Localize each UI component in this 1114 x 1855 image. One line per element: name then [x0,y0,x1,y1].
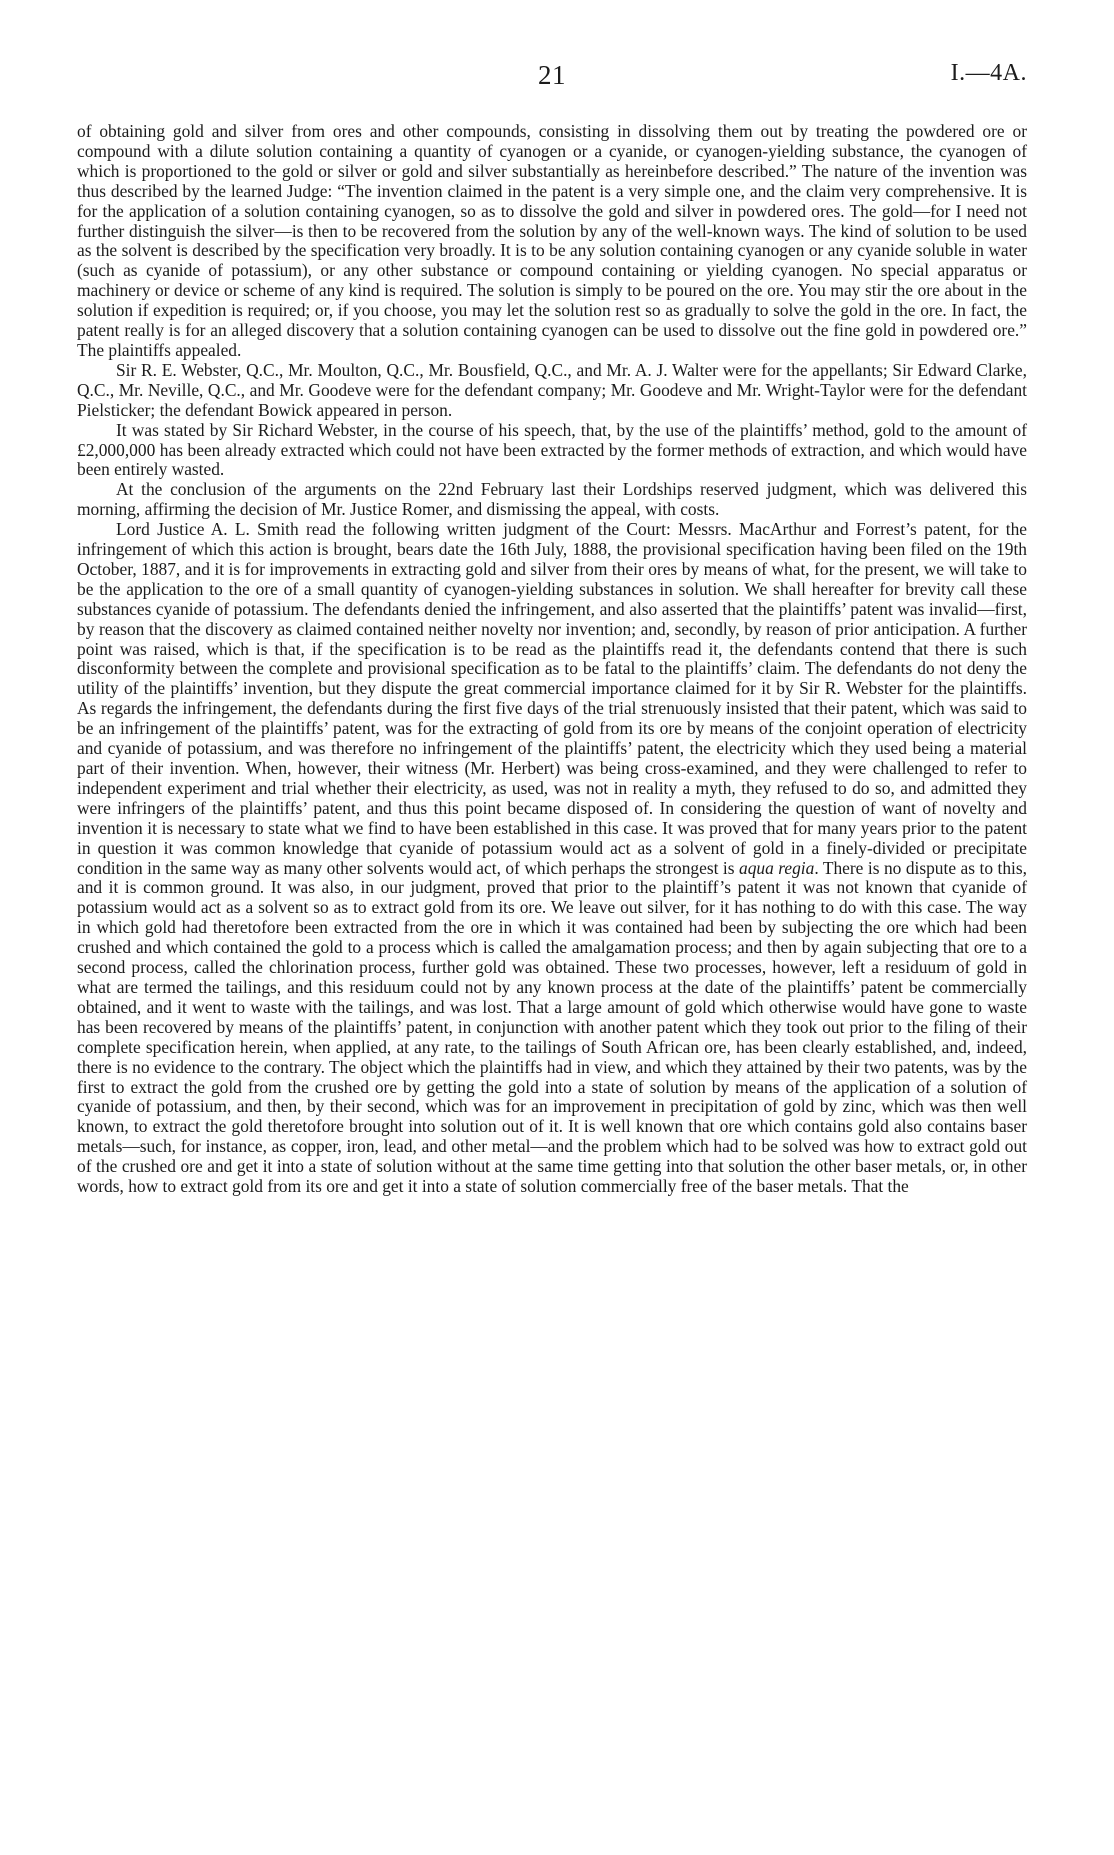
paragraph [77,421,1027,481]
page-number: 21 [538,60,566,90]
page-header [77,60,1027,104]
paragraph [77,122,1027,361]
paragraph-text: It was stated by Sir Richard Webster, in the course of his speech, that, by the use of the plaintiffs’ method, gold to the amount of £2,000,000 has been already extracted which could not have been extracted by the former methods of extraction, and which would have been entirely wasted. [77,419,1027,480]
italic-phrase: aqua regia [739,857,815,878]
document-reference: I.—4A. [950,60,1027,86]
paragraph [77,520,1027,1197]
paragraph-text: . There is no dispute as to this, and it is common ground. It was also, in our judgment, proved that prior to the plaintiff’s patent it was not known that cyanide of potassium would act as a solvent so as to extract gold from its ore. We leave out silver, for it has nothing to do with this case. The way in which gold had theretofore been extracted from the ore in which it was contained had been by subjecting the ore which had been crushed and which contained the gold to a process which is called the amalgamation process; and then by again subjecting that ore to a second process, called the chlorination process, further gold was obtained. These two processes, however, left a residuum of gold in what are termed the tailings, and this residuum could not by any known process at the date of the plaintiffs’ patent be commercially obtained, and it went to waste with the tailings, and was lost. That a large amount of gold which otherwise would have gone to waste has been recovered by means of the plaintiffs’ patent, in conjunction with another patent which they took out prior to the filing of their complete specification herein, when applied, at any rate, to the tailings of South African ore, has been clearly established, and, indeed, there is no evidence to the contrary. The object which the plaintiffs had in view, and which they attained by their two patents, was by the first to extract the gold from the crushed ore by getting the gold into a state of solution by means of the application of a solution of cyanide of potassium, and then, by their second, which was for an improvement in precipitation of gold by zinc, which was then well known, to extract the gold theretofore brought into solution out of it. It is well known that ore which contains gold also contains baser metals—such, for instance, as copper, iron, lead, and other metal—and the problem which had to be solved was how to extract gold out of the crushed ore and get it into a state of solution without at the same time getting into that solution the other baser metals, or, in other words, how to extract gold from its ore and get it into a state of solution commercially free of the baser metals. That the [77,857,1027,1197]
paragraph-text: of obtaining gold and silver from ores and other compounds, consisting in dissolving them out by treating the powdered ore or compound with a dilute solution containing a quantity of cyanogen or a cyanide, or cyanogen-yielding substance, the cyanogen of which is proportioned to the gold or silver or gold and silver substantially as hereinbefore described.” The nature of the invention was thus described by the learned Judge: “The invention claimed in the patent is a very simple one, and the claim very comprehensive. It is for the application of a solution containing cyanogen, so as to dissolve the gold and silver in powdered ores. The gold—for I need not further distinguish the silver—is then to be recovered from the solution by any of the well-known ways. The kind of solution to be used as the solvent is described by the specification very broadly. It is to be any solution containing cyanogen or any cyanide soluble in water (such as cyanide of potassium), or any other substance or compound containing or yielding cyanogen. No special apparatus or machinery or device or scheme of any kind is required. The solution is simply to be poured on the ore. You may stir the ore about in the solution if expedition is required; or, if you choose, you may let the solution rest so as gradually to solve the gold in the ore. In fact, the patent really is for an alleged discovery that a solution containing cyanogen can be used to dissolve out the fine gold in powdered ore.” The plaintiffs appealed. [77,121,1027,360]
paragraph-text: At the conclusion of the arguments on the 22nd February last their Lordships reserved judgment, which was delivered this morning, affirming the decision of Mr. Justice Romer, and dismissing the appeal, with costs. [77,479,1027,520]
body-text [77,122,1027,1197]
paragraph-text: Sir R. E. Webster, Q.C., Mr. Moulton, Q.C., Mr. Bousfield, Q.C., and Mr. A. J. Walter were for the appellants; Sir Edward Clarke, Q.C., Mr. Neville, Q.C., and Mr. Goodeve were for the defendant company; Mr. Goodeve and Mr. Wright-Taylor were for the defendant Pielsticker; the defendant Bowick appeared in person. [77,359,1027,420]
paragraph [77,361,1027,421]
paragraph [77,480,1027,520]
paragraph-text: Lord Justice A. L. Smith read the following written judgment of the Court: Messrs. MacArthur and Forrest’s patent, for the infringement of which this action is brought, bears date the 16th July, 1888, the provisional specification having been filed on the 19th October, 1887, and it is for improvements in extracting gold and silver from their ores by means of what, for the present, we will take to be the application to the ore of a small quantity of cyanogen-yielding substances in solution. We shall hereafter for brevity call these substances cyanide of potassium. The defendants denied the infringement, and also asserted that the plaintiffs’ patent was invalid—first, by reason that the discovery as claimed contained neither novelty nor invention; and, secondly, by reason of prior anticipation. A further point was raised, which is that, if the specification is to be read as the plaintiffs read it, the defendants contend that there is such disconformity between the complete and provisional specification as to be fatal to the plaintiffs’ claim. The defendants do not deny the utility of the plaintiffs’ invention, but they dispute the great commercial importance claimed for it by Sir R. Webster for the plaintiffs. As regards the infringement, the defendants during the first five days of the trial strenuously insisted that their patent, which was said to be an infringement of the plaintiffs’ patent, was for the extracting of gold from its ore by means of the conjoint operation of electricity and cyanide of potassium, and was therefore no infringement of the plaintiffs’ patent, the electricity which they used being a material part of their invention. When, however, their witness (Mr. Herbert) was being cross-examined, and they were challenged to refer to independent experiment and trial whether their electricity, as used, was not in reality a myth, they refused to do so, and admitted they were infringers of the plaintiffs’ patent, and thus this point became disposed of. In considering the question of want of novelty and invention it is necessary to state what we find to have been established in this case. It was proved that for many years prior to the patent in question it was common knowledge that cyanide of potassium would act as a solvent of gold in a finely-divided or precipitate condition in the same way as many other solvents would act, of which perhaps the strongest is [77,519,1027,878]
document-page [77,60,1027,1197]
